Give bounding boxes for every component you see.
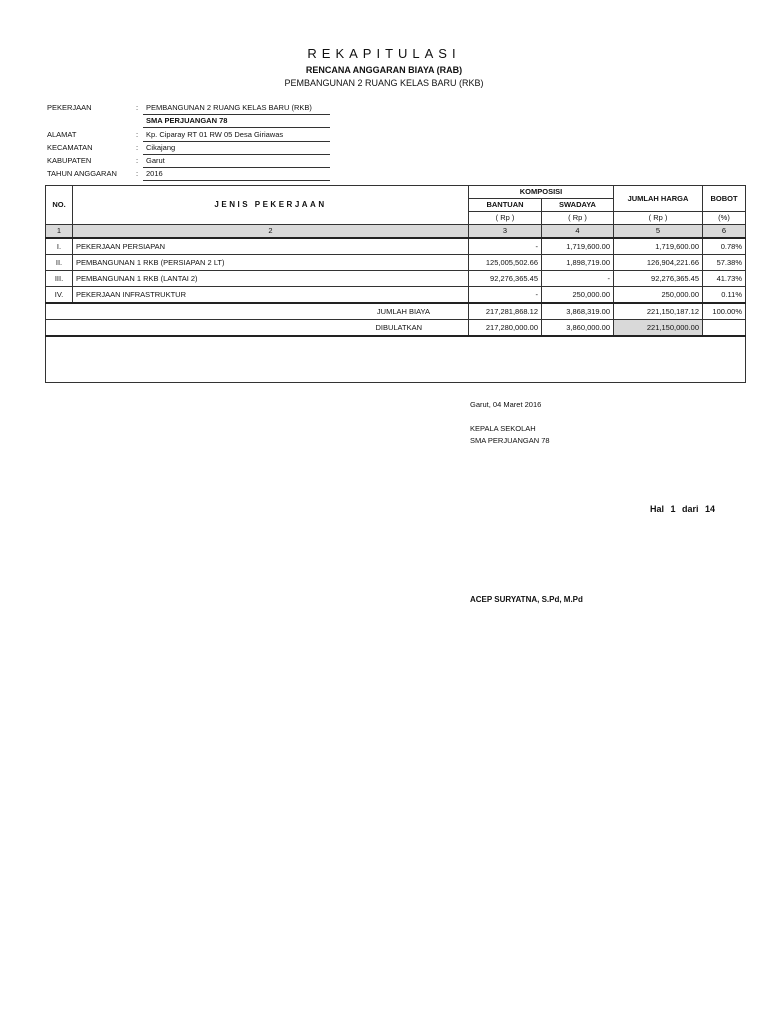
row-jumlah: 92,276,365.45 [614, 271, 703, 287]
total-bantuan: 217,281,868.12 [469, 303, 542, 320]
header-jenis: JENIS PEKERJAAN [73, 186, 469, 225]
row-bobot: 0.78% [703, 238, 746, 255]
header-bobot: BOBOT [703, 186, 746, 212]
kabupaten-label: KABUPATEN [47, 156, 92, 165]
divider [143, 114, 330, 115]
header-jumlah-harga: JUMLAH HARGA [614, 186, 703, 212]
colon: : [136, 169, 139, 178]
row-bobot: 57.38% [703, 255, 746, 271]
unit-rp: ( Rp ) [542, 212, 614, 225]
alamat-label: ALAMAT [47, 130, 77, 139]
header-swadaya: SWADAYA [542, 199, 614, 212]
row-bantuan: 92,276,365.45 [469, 271, 542, 287]
page-indicator: Hal 1 dari 14 [650, 504, 716, 514]
kecamatan-label: KECAMATAN [47, 143, 93, 152]
unit-rp: ( Rp ) [469, 212, 542, 225]
row-swadaya: 1,719,600.00 [542, 238, 614, 255]
column-number: 2 [73, 225, 469, 239]
project-subtitle: PEMBANGUNAN 2 RUANG KELAS BARU (RKB) [284, 78, 484, 88]
column-number: 1 [46, 225, 73, 239]
empty-cell [46, 336, 746, 383]
table-row [46, 255, 746, 271]
unit-rp: ( Rp ) [614, 212, 703, 225]
budget-table [45, 185, 746, 383]
divider [143, 180, 330, 181]
row-no: IV. [46, 287, 73, 304]
total-row [46, 303, 746, 320]
row-bantuan: - [469, 238, 542, 255]
header-komposisi: KOMPOSISI [469, 186, 614, 199]
total-jumlah: 221,150,187.12 [614, 303, 703, 320]
row-no: III. [46, 271, 73, 287]
rounded-jumlah: 221,150,000.00 [614, 320, 703, 337]
empty-cell [703, 320, 746, 337]
row-swadaya: - [542, 271, 614, 287]
pekerjaan-value: PEMBANGUNAN 2 RUANG KELAS BARU (RKB) [146, 103, 312, 112]
column-number-row [46, 225, 746, 239]
tahun-value: 2016 [146, 169, 163, 178]
signer-name: ACEP SURYATNA, S.Pd, M.Pd [470, 595, 583, 604]
row-jumlah: 1,719,600.00 [614, 238, 703, 255]
divider [143, 167, 330, 168]
rounded-row [46, 320, 746, 337]
rounded-bantuan: 217,280,000.00 [469, 320, 542, 337]
total-label: JUMLAH BIAYA [46, 303, 469, 320]
column-number: 3 [469, 225, 542, 239]
document-title: REKAPITULASI [307, 46, 461, 61]
divider [143, 127, 330, 128]
row-bobot: 0.11% [703, 287, 746, 304]
table-row [46, 287, 746, 304]
row-jenis: PEMBANGUNAN 1 RKB (PERSIAPAN 2 LT) [73, 255, 469, 271]
rounded-swadaya: 3,860,000.00 [542, 320, 614, 337]
row-no: I. [46, 238, 73, 255]
document-subtitle: RENCANA ANGGARAN BIAYA (RAB) [305, 65, 463, 75]
row-swadaya: 250,000.00 [542, 287, 614, 304]
unit-percent: (%) [703, 212, 746, 225]
kecamatan-value: Cikajang [146, 143, 176, 152]
divider [143, 141, 330, 142]
row-jenis: PEKERJAAN PERSIAPAN [73, 238, 469, 255]
pekerjaan-label: PEKERJAAN [47, 103, 92, 112]
document-date: Garut, 04 Maret 2016 [470, 400, 542, 409]
row-jumlah: 126,904,221.66 [614, 255, 703, 271]
signer-institution: SMA PERJUANGAN 78 [470, 436, 550, 445]
header-bantuan: BANTUAN [469, 199, 542, 212]
divider [143, 154, 330, 155]
row-bobot: 41.73% [703, 271, 746, 287]
kabupaten-value: Garut [146, 156, 165, 165]
signer-role: KEPALA SEKOLAH [470, 424, 536, 433]
row-no: II. [46, 255, 73, 271]
blank-row [46, 336, 746, 383]
row-swadaya: 1,898,719.00 [542, 255, 614, 271]
table-row [46, 238, 746, 255]
row-jenis: PEKERJAAN INFRASTRUKTUR [73, 287, 469, 304]
header-no: NO. [46, 186, 73, 225]
rounded-label: DIBULATKAN [46, 320, 469, 337]
column-number: 4 [542, 225, 614, 239]
row-jenis: PEMBANGUNAN 1 RKB (LANTAI 2) [73, 271, 469, 287]
column-number: 6 [703, 225, 746, 239]
row-jumlah: 250,000.00 [614, 287, 703, 304]
total-bobot: 100.00% [703, 303, 746, 320]
column-number: 5 [614, 225, 703, 239]
colon: : [136, 156, 139, 165]
row-bantuan: - [469, 287, 542, 304]
school-name: SMA PERJUANGAN 78 [146, 116, 228, 125]
colon: : [136, 143, 139, 152]
colon: : [136, 130, 139, 139]
colon: : [136, 103, 139, 112]
alamat-value: Kp. Ciparay RT 01 RW 05 Desa Giriawas [146, 130, 284, 139]
tahun-label: TAHUN ANGGARAN [47, 169, 117, 178]
row-bantuan: 125,005,502.66 [469, 255, 542, 271]
table-row [46, 271, 746, 287]
total-swadaya: 3,868,319.00 [542, 303, 614, 320]
table-header-row [46, 186, 746, 199]
